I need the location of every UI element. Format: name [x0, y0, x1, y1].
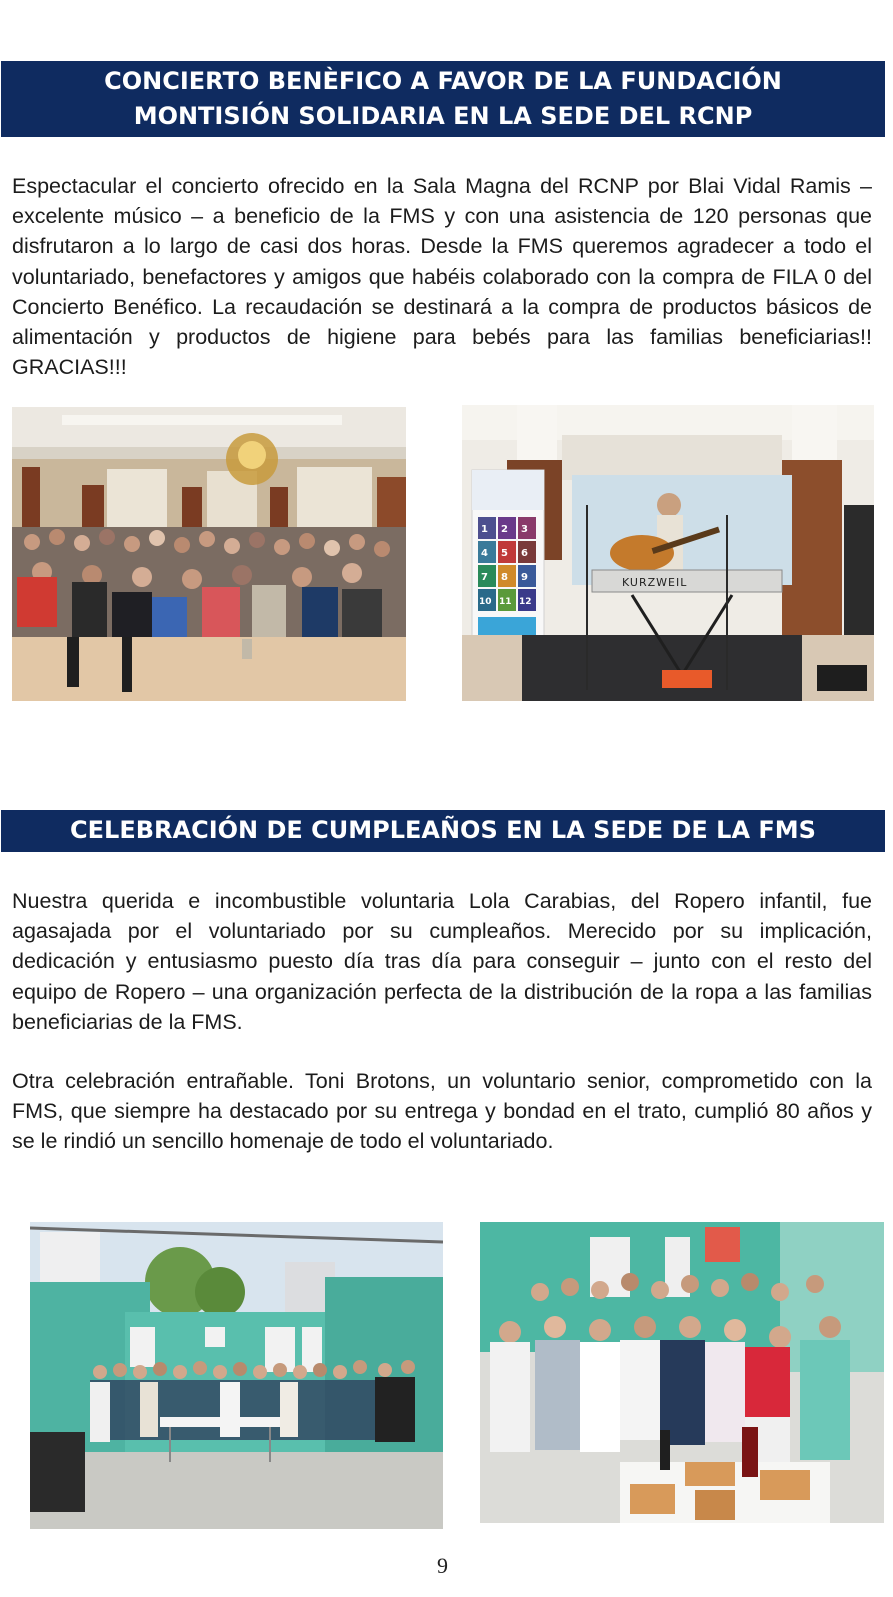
poster-number-7: 7: [481, 572, 488, 583]
poster-number-11: 11: [499, 597, 512, 607]
cumpleanos-paragraph-1: Nuestra querida e incombustible voluntaria Lola Carabias, del Ropero infantil, fue agasajada por el voluntariado por su cumpleaños. Merecido por su implicación, dedicación y entusiasmo puesto día tras día para conseguir – junto con el resto del equipo de Ropero – una organización perfecta de la distribución de la ropa a las familias beneficiarias de la FMS.: [12, 889, 872, 1034]
cumpleanos-paragraph-2: Otra celebración entrañable. Toni Brotons, un voluntario senior, comprometido con la FMS, que siempre ha destacado por su entrega y bondad en el trato, cumplió 80 años y se le rindió un sencillo homenaje de todo el voluntariado.: [12, 1069, 872, 1154]
section-title-line-2: MONTISIÓN SOLIDARIA EN LA SEDE DEL RCNP: [133, 102, 753, 130]
section-title-concierto: [1, 61, 885, 137]
section-title-line: CELEBRACIÓN DE CUMPLEAÑOS EN LA SEDE DE LA FMS: [70, 816, 816, 844]
poster-number-6: 6: [521, 548, 528, 559]
poster-number-9: 9: [521, 572, 528, 583]
concierto-paragraph: Espectacular el concierto ofrecido en la Sala Magna del RCNP por Blai Vidal Ramis – excelente músico – a beneficio de la FMS y con una asistencia de 120 personas que disfrutaron a lo largo de casi dos horas. Desde la FMS queremos agradecer a todo el voluntariado, benefactores y amigos que habéis colaborado con la compra de FILA 0 del Concierto Benéfico. La recaudación se destinará a la compra de productos básicos de alimentación y productos de higiene para bebés para las familias beneficiarias!! GRACIAS!!!: [12, 174, 872, 380]
poster-number-3: 3: [521, 524, 528, 535]
poster-number-2: 2: [501, 524, 508, 535]
poster-number-4: 4: [481, 548, 488, 559]
section-title-cumpleanos: [1, 810, 885, 852]
poster-number-8: 8: [501, 572, 508, 583]
poster-number-5: 5: [501, 548, 508, 559]
concert-audience-photo: [12, 407, 406, 701]
keyboard-brand-label: KURZWEIL: [622, 576, 688, 589]
poster-number-1: 1: [481, 524, 488, 535]
group-celebration-photo: [480, 1222, 884, 1523]
group-courtyard-photo: [30, 1222, 443, 1529]
page-number: 9: [437, 1553, 448, 1578]
section-title-line-1: CONCIERTO BENÈFICO A FAVOR DE LA FUNDACIÓN: [104, 67, 782, 95]
guitarist-photo: [462, 405, 874, 701]
poster-number-10: 10: [479, 597, 492, 607]
poster-number-12: 12: [519, 597, 532, 607]
